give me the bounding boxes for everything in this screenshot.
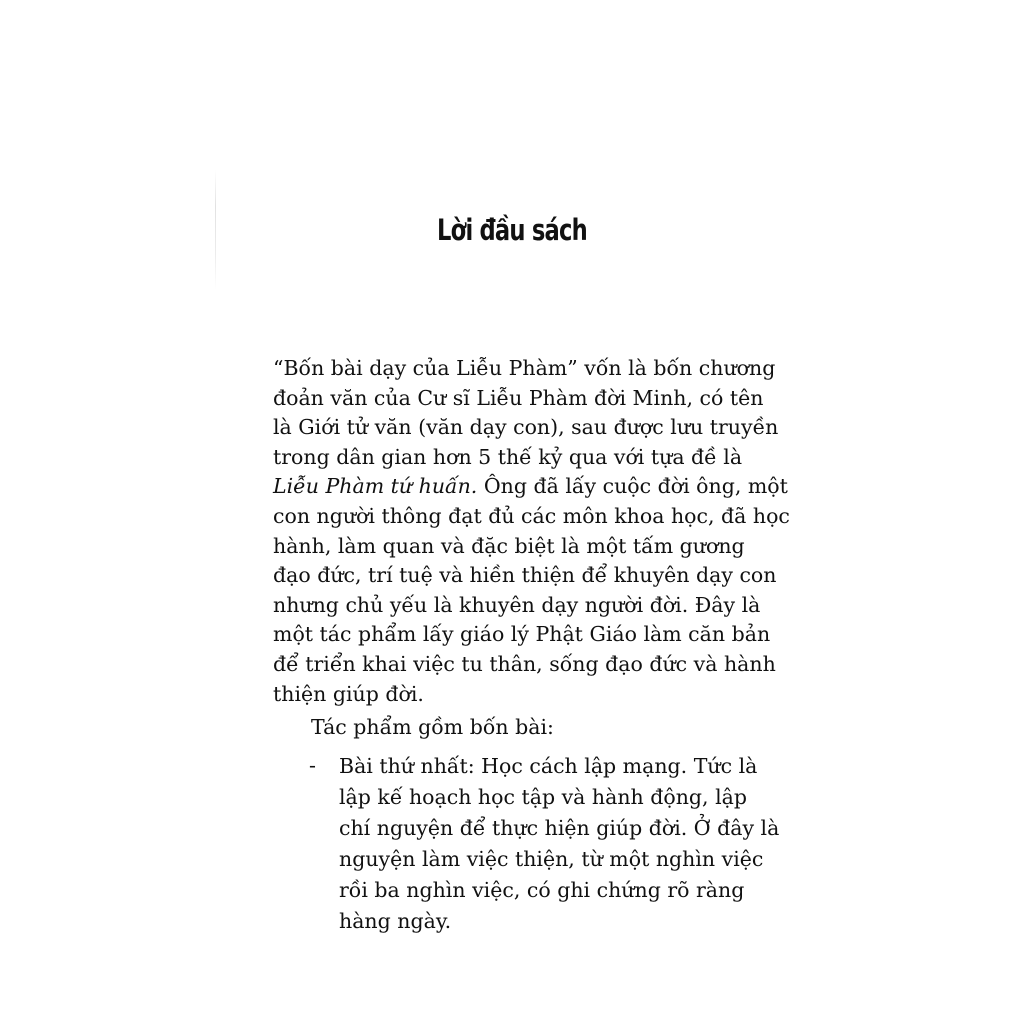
text-line: trong dân gian hơn 5 thế kỷ qua với tựa đề là [273, 444, 743, 469]
text-line: đoản văn của Cư sĩ Liễu Phàm đời Minh, có tên [273, 385, 764, 410]
list-item [273, 751, 780, 937]
text-line: “Bốn bài dạy của Liễu Phàm” vốn là bốn chương [273, 356, 776, 380]
body-text [273, 354, 790, 937]
text-line-with-book-title [273, 472, 788, 502]
text-fragment: Ông đã lấy cuộc đời ông, một [483, 474, 788, 499]
text-line: con người thông đạt đủ các môn khoa học, đã học [273, 503, 790, 528]
text-line: nguyện làm việc thiện, từ một nghìn việc [339, 846, 764, 871]
text-line: đạo đức, trí tuệ và hiền thiện để khuyên dạy con [273, 563, 777, 588]
text-line: lập kế hoạch học tập và hành động, lập [339, 784, 747, 809]
text-line: Bài thứ nhất: Học cách lập mạng. Tức là [339, 753, 758, 778]
list-item-body [339, 751, 780, 937]
text-line: hàng ngày. [339, 908, 452, 933]
text-line: hành, làm quan và đặc biệt là một tấm gương [273, 533, 745, 558]
text-line: để triển khai việc tu thân, sống đạo đức và hành [273, 651, 776, 676]
text-line: thiện giúp đời. [273, 681, 424, 706]
text-line: nhưng chủ yếu là khuyên dạy người đời. Đây là [273, 592, 761, 617]
text-line: là Giới tử văn (văn dạy con), sau được lưu truyền [273, 415, 779, 440]
book-title-italic: Liễu Phàm tứ huấn. [273, 474, 478, 499]
list-bullet: - [309, 752, 316, 777]
intro-paragraph [273, 354, 790, 709]
list-intro-paragraph: Tác phẩm gồm bốn bài: [311, 715, 554, 740]
text-line: một tác phẩm lấy giáo lý Phật Giáo làm căn bản [273, 622, 771, 647]
page-title: Lời đầu sách [437, 213, 587, 247]
text-line: rồi ba nghìn việc, có ghi chứng rõ ràng [339, 877, 745, 902]
text-line: chí nguyện để thực hiện giúp đời. Ở đây là [339, 815, 780, 840]
